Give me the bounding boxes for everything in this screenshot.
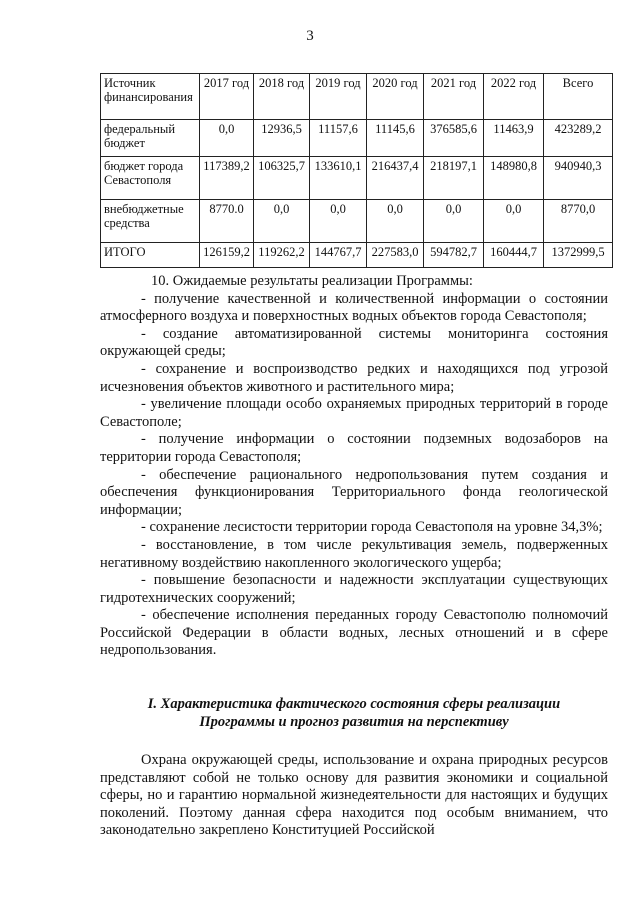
table-cell: 216437,4	[367, 157, 424, 200]
table-cell: 148980,8	[484, 157, 544, 200]
list-item: - получение качественной и количественной информации о состоянии атмосферного воздуха и поверхностных водных объектов города Севастополя;	[100, 290, 608, 325]
table-cell: 117389,2	[200, 157, 254, 200]
funding-table	[100, 73, 613, 268]
table-cell: 0,0	[254, 200, 310, 243]
table-cell: 1372999,5	[544, 243, 613, 268]
row-label: бюджет города Севастополя	[101, 157, 200, 200]
table-cell: 8770,0	[544, 200, 613, 243]
table-cell: 0,0	[484, 200, 544, 243]
list-item: - обеспечение рационального недропользования путем создания и обеспечения функционирования Территориального фонда геологической информации;	[100, 466, 608, 518]
header-cell: 2021 год	[424, 74, 484, 120]
body-text	[100, 752, 608, 840]
header-cell: 2018 год	[254, 74, 310, 120]
table-cell: 594782,7	[424, 243, 484, 268]
list-item: - создание автоматизированной системы мониторинга состояния окружающей среды;	[100, 325, 608, 360]
table-cell: 227583,0	[367, 243, 424, 268]
body-paragraph: Охрана окружающей среды, использование и охрана природных ресурсов представляют собой не только основу для развития экономики и социальной сферы, но и гарантию нормальной жизнедеятельности для настоящих и будущих поколений. Поэтому данная сфера находится под особым вниманием, что законодательно закреплено Конституцией Российской	[100, 752, 608, 839]
table-cell: 106325,7	[254, 157, 310, 200]
page-number: 3	[306, 28, 314, 44]
header-cell: 2020 год	[367, 74, 424, 120]
table-total-row	[101, 243, 613, 268]
table-cell: 0,0	[424, 200, 484, 243]
row-label: ИТОГО	[101, 243, 200, 268]
table-cell: 11463,9	[484, 120, 544, 157]
table-cell: 0,0	[310, 200, 367, 243]
table-cell: 11145,6	[367, 120, 424, 157]
section-title: 10. Ожидаемые результаты реализации Программы:	[151, 273, 473, 289]
heading-line: I. Характеристика фактического состояния сферы реализации	[147, 696, 561, 712]
list-item: - обеспечение исполнения переданных городу Севастополю полномочий Российской Федерации в области водных, лесных отношений и в сфере недропользования.	[100, 607, 608, 659]
table-cell: 8770.0	[200, 200, 254, 243]
row-label: федеральный бюджет	[101, 120, 200, 157]
list-item: - повышение безопасности и надежности эксплуатации существующих гидротехнических сооружений;	[100, 572, 608, 606]
list-item: - сохранение лесистости территории города Севастополя на уровне 34,3%;	[141, 519, 603, 536]
table-cell: 119262,2	[254, 243, 310, 268]
section-heading	[100, 696, 608, 731]
header-cell: 2022 год	[484, 74, 544, 120]
table-cell: 126159,2	[200, 243, 254, 268]
table-row	[101, 120, 613, 157]
table-cell: 423289,2	[544, 120, 613, 157]
table-cell: 12936,5	[254, 120, 310, 157]
header-cell: Источник финансирования	[101, 74, 200, 120]
table-cell: 144767,7	[310, 243, 367, 268]
section-10	[100, 273, 608, 660]
header-cell: 2019 год	[310, 74, 367, 120]
header-cell: 2017 год	[200, 74, 254, 120]
table-cell: 218197,1	[424, 157, 484, 200]
list-item: - увеличение площади особо охраняемых природных территорий в городе Севастополе;	[100, 396, 608, 430]
list-item: - восстановление, в том числе рекультивация земель, подверженных негативному воздействию накопленного экологического ущерба;	[100, 536, 608, 571]
row-label: внебюджетные средства	[101, 200, 200, 243]
table-cell: 133610,1	[310, 157, 367, 200]
table-header-row	[101, 74, 613, 120]
table-row	[101, 157, 613, 200]
table-cell: 0,0	[367, 200, 424, 243]
table-cell: 376585,6	[424, 120, 484, 157]
table-cell: 11157,6	[310, 120, 367, 157]
list-item: - сохранение и воспроизводство редких и находящихся под угрозой исчезновения объектов животного и растительного мира;	[100, 360, 608, 395]
table-cell: 160444,7	[484, 243, 544, 268]
table-row	[101, 200, 613, 243]
header-cell: Всего	[544, 74, 613, 120]
table-cell: 940940,3	[544, 157, 613, 200]
list-item: - получение информации о состоянии подземных водозаборов на территории города Севастополя;	[100, 431, 608, 465]
table-cell: 0,0	[200, 120, 254, 157]
heading-line: Программы и прогноз развития на перспективу	[199, 713, 509, 730]
